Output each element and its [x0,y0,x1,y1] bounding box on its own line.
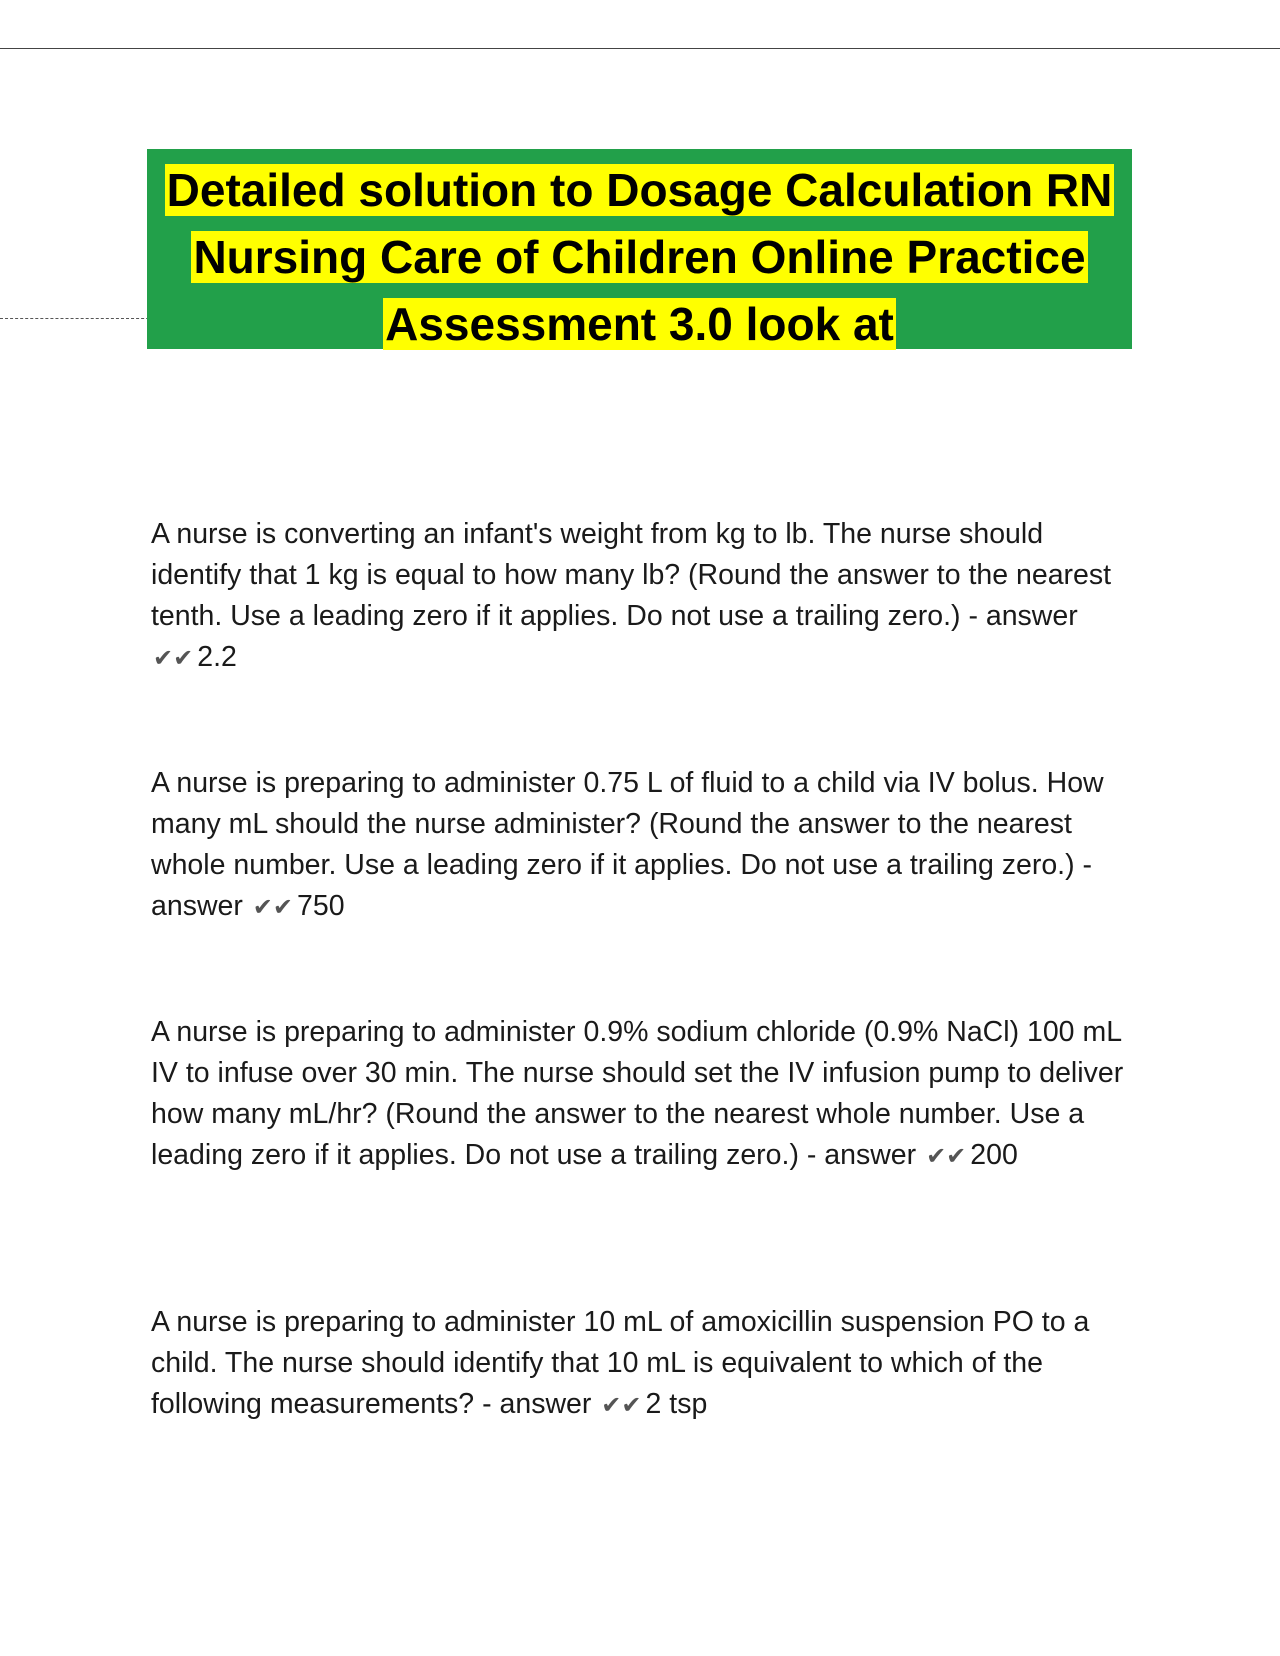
answer-prefix: - answer [151,849,1092,922]
double-check-icon: ✔︎✔︎ [926,1143,967,1170]
question-item [151,1012,1131,1177]
answer-prefix: - answer [798,1139,925,1171]
question-text: A nurse is preparing to administer 10 mL of amoxicillin suspension PO to a child. The nurse should identify that 10 mL is equivalent to which of the following measurements? [151,1306,1090,1420]
double-check-icon: ✔︎✔︎ [153,645,194,672]
question-text: A nurse is preparing to administer 0.9% sodium chloride (0.9% NaCl) 100 mL IV to infuse over 30 min. The nurse should set the IV infusion pump to deliver how many mL/hr? (Round the answer to the nearest whole number. Use a leading zero if it applies. Do not use a trailing zero.) [151,1016,1124,1171]
question-item [151,763,1131,928]
answer-value: 2 tsp [645,1388,708,1420]
title-line-1: Detailed solution to Dosage Calculation RN [166,164,1113,216]
question-text: A nurse is preparing to administer 0.75 L of fluid to a child via IV bolus. How many mL should the nurse administer? (Round the answer to the nearest whole number. Use a leading zero if it applies. Do not use a trailing zero.) [151,767,1104,881]
answer-prefix: - answer [960,600,1078,632]
answer-value: 750 [297,890,345,922]
header-rule [0,48,1280,49]
question-item [151,1302,1131,1426]
question-text: A nurse is converting an infant's weight from kg to lb. The nurse should identify that 1 kg is equal to how many lb? (Round the answer to the nearest tenth. Use a leading zero if it applies. Do not use a trailing zero.) [151,518,1112,632]
title-line-2: Nursing Care of Children Online Practice [193,231,1086,283]
answer-value: 200 [970,1139,1018,1171]
question-item [151,514,1131,679]
document-title [147,149,1132,349]
double-check-icon: ✔︎✔︎ [252,894,294,921]
title-line-3: Assessment 3.0 look at [385,298,894,350]
answer-prefix: - answer [474,1388,600,1420]
double-check-icon: ✔︎✔︎ [601,1392,642,1419]
answer-value: 2.2 [197,641,237,673]
